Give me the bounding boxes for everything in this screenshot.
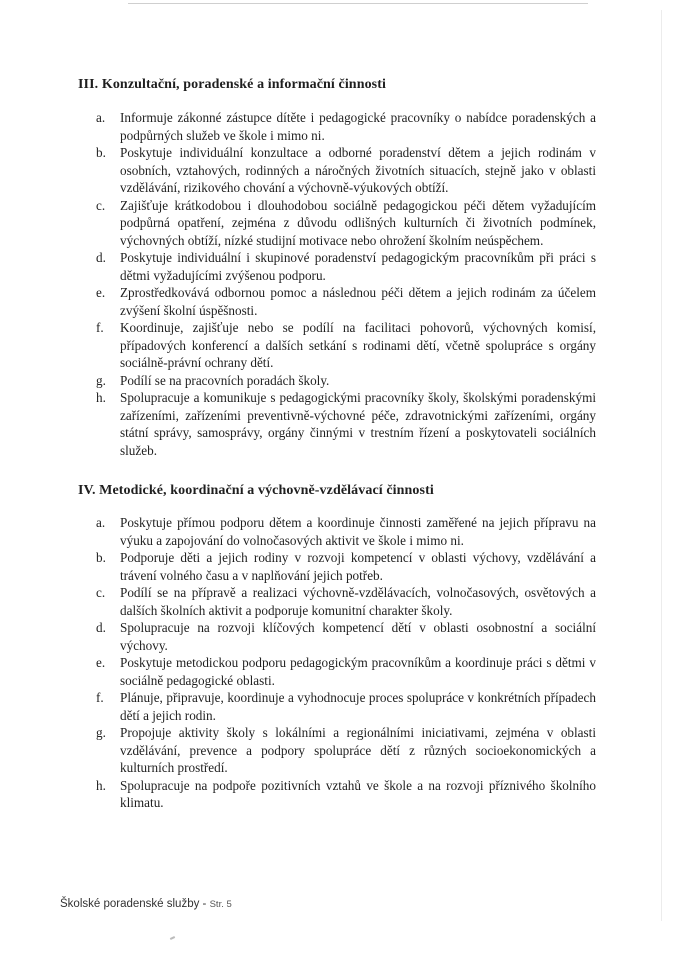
item-letter: e. (96, 655, 106, 670)
item-letter: a. (96, 515, 106, 530)
item-letter: e. (96, 285, 106, 300)
scan-speck (170, 936, 175, 940)
page-footer (60, 898, 232, 910)
item-letter: b. (96, 145, 106, 160)
item-text: Poskytuje individuální konzultace a odborné poradenství dětem a jejich rodinám v osobních, vztahových, rodinných a náročných životních situacích, stejně jako v oblasti vzdělávání, rizikového chování a výchovně-výukových obtíží. (120, 145, 596, 195)
item-letter: b. (96, 550, 106, 565)
item-letter: g. (96, 372, 106, 388)
item-text: Plánuje, připravuje, koordinuje a vyhodnocuje proces spolupráce v konkrétních případech dětí a jejich rodin. (120, 690, 596, 723)
item-letter: c. (96, 197, 106, 213)
list-item (90, 514, 596, 549)
item-text: Spolupracuje na podpoře pozitivních vztahů ve škole a na rozvoji příznivého školního klimatu. (120, 777, 596, 810)
item-text: Koordinuje, zajišťuje nebo se podílí na facilitaci pohovorů, výchovných komisí, případových konferencí a dalších setkání s rodinami dětí, včetně spolupráce s orgány sociálně-právní ochrany dětí. (120, 320, 596, 370)
list-item (90, 654, 596, 689)
list-item (90, 319, 596, 372)
item-letter: h. (96, 777, 106, 793)
item-letter: d. (96, 250, 106, 265)
item-text: Zajišťuje krátkodobou i dlouhodobou sociálně pedagogickou péči dětem vyžadujícím podpůrná opatření, zejména z důvodu odlišných kulturních či životních podmínek, výchovných obtíží, nízké studijní motivace nebo ohrožení školním neúspěchem. (120, 197, 596, 248)
section-heading-iv: IV. Metodické, koordinační a výchovně-vzdělávací činnosti (78, 483, 434, 498)
list-item (90, 144, 596, 197)
footer-label: Školské poradenské služby - (60, 898, 207, 910)
list-item (90, 372, 596, 390)
page-number: Str. 5 (209, 899, 232, 910)
item-text: Podporuje děti a jejich rodiny v rozvoji kompetencí v oblasti výchovy, vzdělávání a trávení volného času a v naplňování jejich potřeb. (120, 550, 596, 583)
item-letter: a. (96, 110, 106, 125)
section-heading-iii: III. Konzultační, poradenské a informační činnosti (78, 77, 386, 92)
list-item (90, 724, 596, 777)
section-iii-list (90, 109, 596, 459)
list-item (90, 619, 596, 654)
list-item (90, 284, 596, 319)
list-item (90, 689, 596, 724)
item-text: Poskytuje metodickou podporu pedagogickým pracovníkům a koordinuje práci s dětmi v sociálně pedagogické oblasti. (120, 655, 596, 688)
item-text: Spolupracuje a komunikuje s pedagogickými pracovníky školy, školskými poradenskými zařízeními, zařízeními preventivně-výchovné péče, zdravotnickými zařízeními, orgány státní správy, samosprávy, orgány činnými v trestním řízení a poskytovateli sociálních služeb. (120, 390, 596, 458)
item-letter: c. (96, 585, 106, 600)
item-text: Podílí se na přípravě a realizaci výchovně-vzdělávacích, volnočasových, osvětových a dalších školních aktivit a podporuje komunitní charakter školy. (120, 585, 596, 618)
item-letter: f. (96, 320, 104, 335)
item-text: Propojuje aktivity školy s lokálními a regionálními iniciativami, zejména v oblasti vzdělávání, prevence a podpory spolupráce dětí z různých socioekonomických a kulturních prostředí. (120, 725, 596, 775)
list-item (90, 109, 596, 144)
list-item (90, 389, 596, 459)
item-text: Zprostředkovává odbornou pomoc a následnou péči dětem a jejich rodinám za účelem zvýšení školní úspěšnosti. (120, 285, 596, 318)
item-letter: g. (96, 725, 106, 740)
item-letter: f. (96, 690, 104, 705)
section-iv-list (90, 514, 596, 812)
item-text: Podílí se na pracovních poradách školy. (120, 372, 330, 388)
list-item (90, 249, 596, 284)
item-text: Spolupracuje na rozvoji klíčových kompetencí dětí v oblasti osobnostní a sociální výchovy. (120, 620, 596, 653)
list-item (90, 584, 596, 619)
list-item (90, 777, 596, 812)
item-text: Poskytuje individuální i skupinové poradenství pedagogickým pracovníkům při práci s dětmi vyžadujícími zvýšenou podporu. (120, 250, 596, 283)
list-item (90, 549, 596, 584)
list-item (90, 197, 596, 250)
item-text: Poskytuje přímou podporu dětem a koordinuje činnosti zaměřené na jejich přípravu na výuku a zapojování do volnočasových aktivit ve škole i mimo ni. (120, 515, 596, 548)
item-text: Informuje zákonné zástupce dítěte i pedagogické pracovníky o nabídce poradenských a podpůrných služeb ve škole i mimo ni. (120, 110, 596, 143)
item-letter: d. (96, 620, 106, 635)
item-letter: h. (96, 390, 106, 405)
